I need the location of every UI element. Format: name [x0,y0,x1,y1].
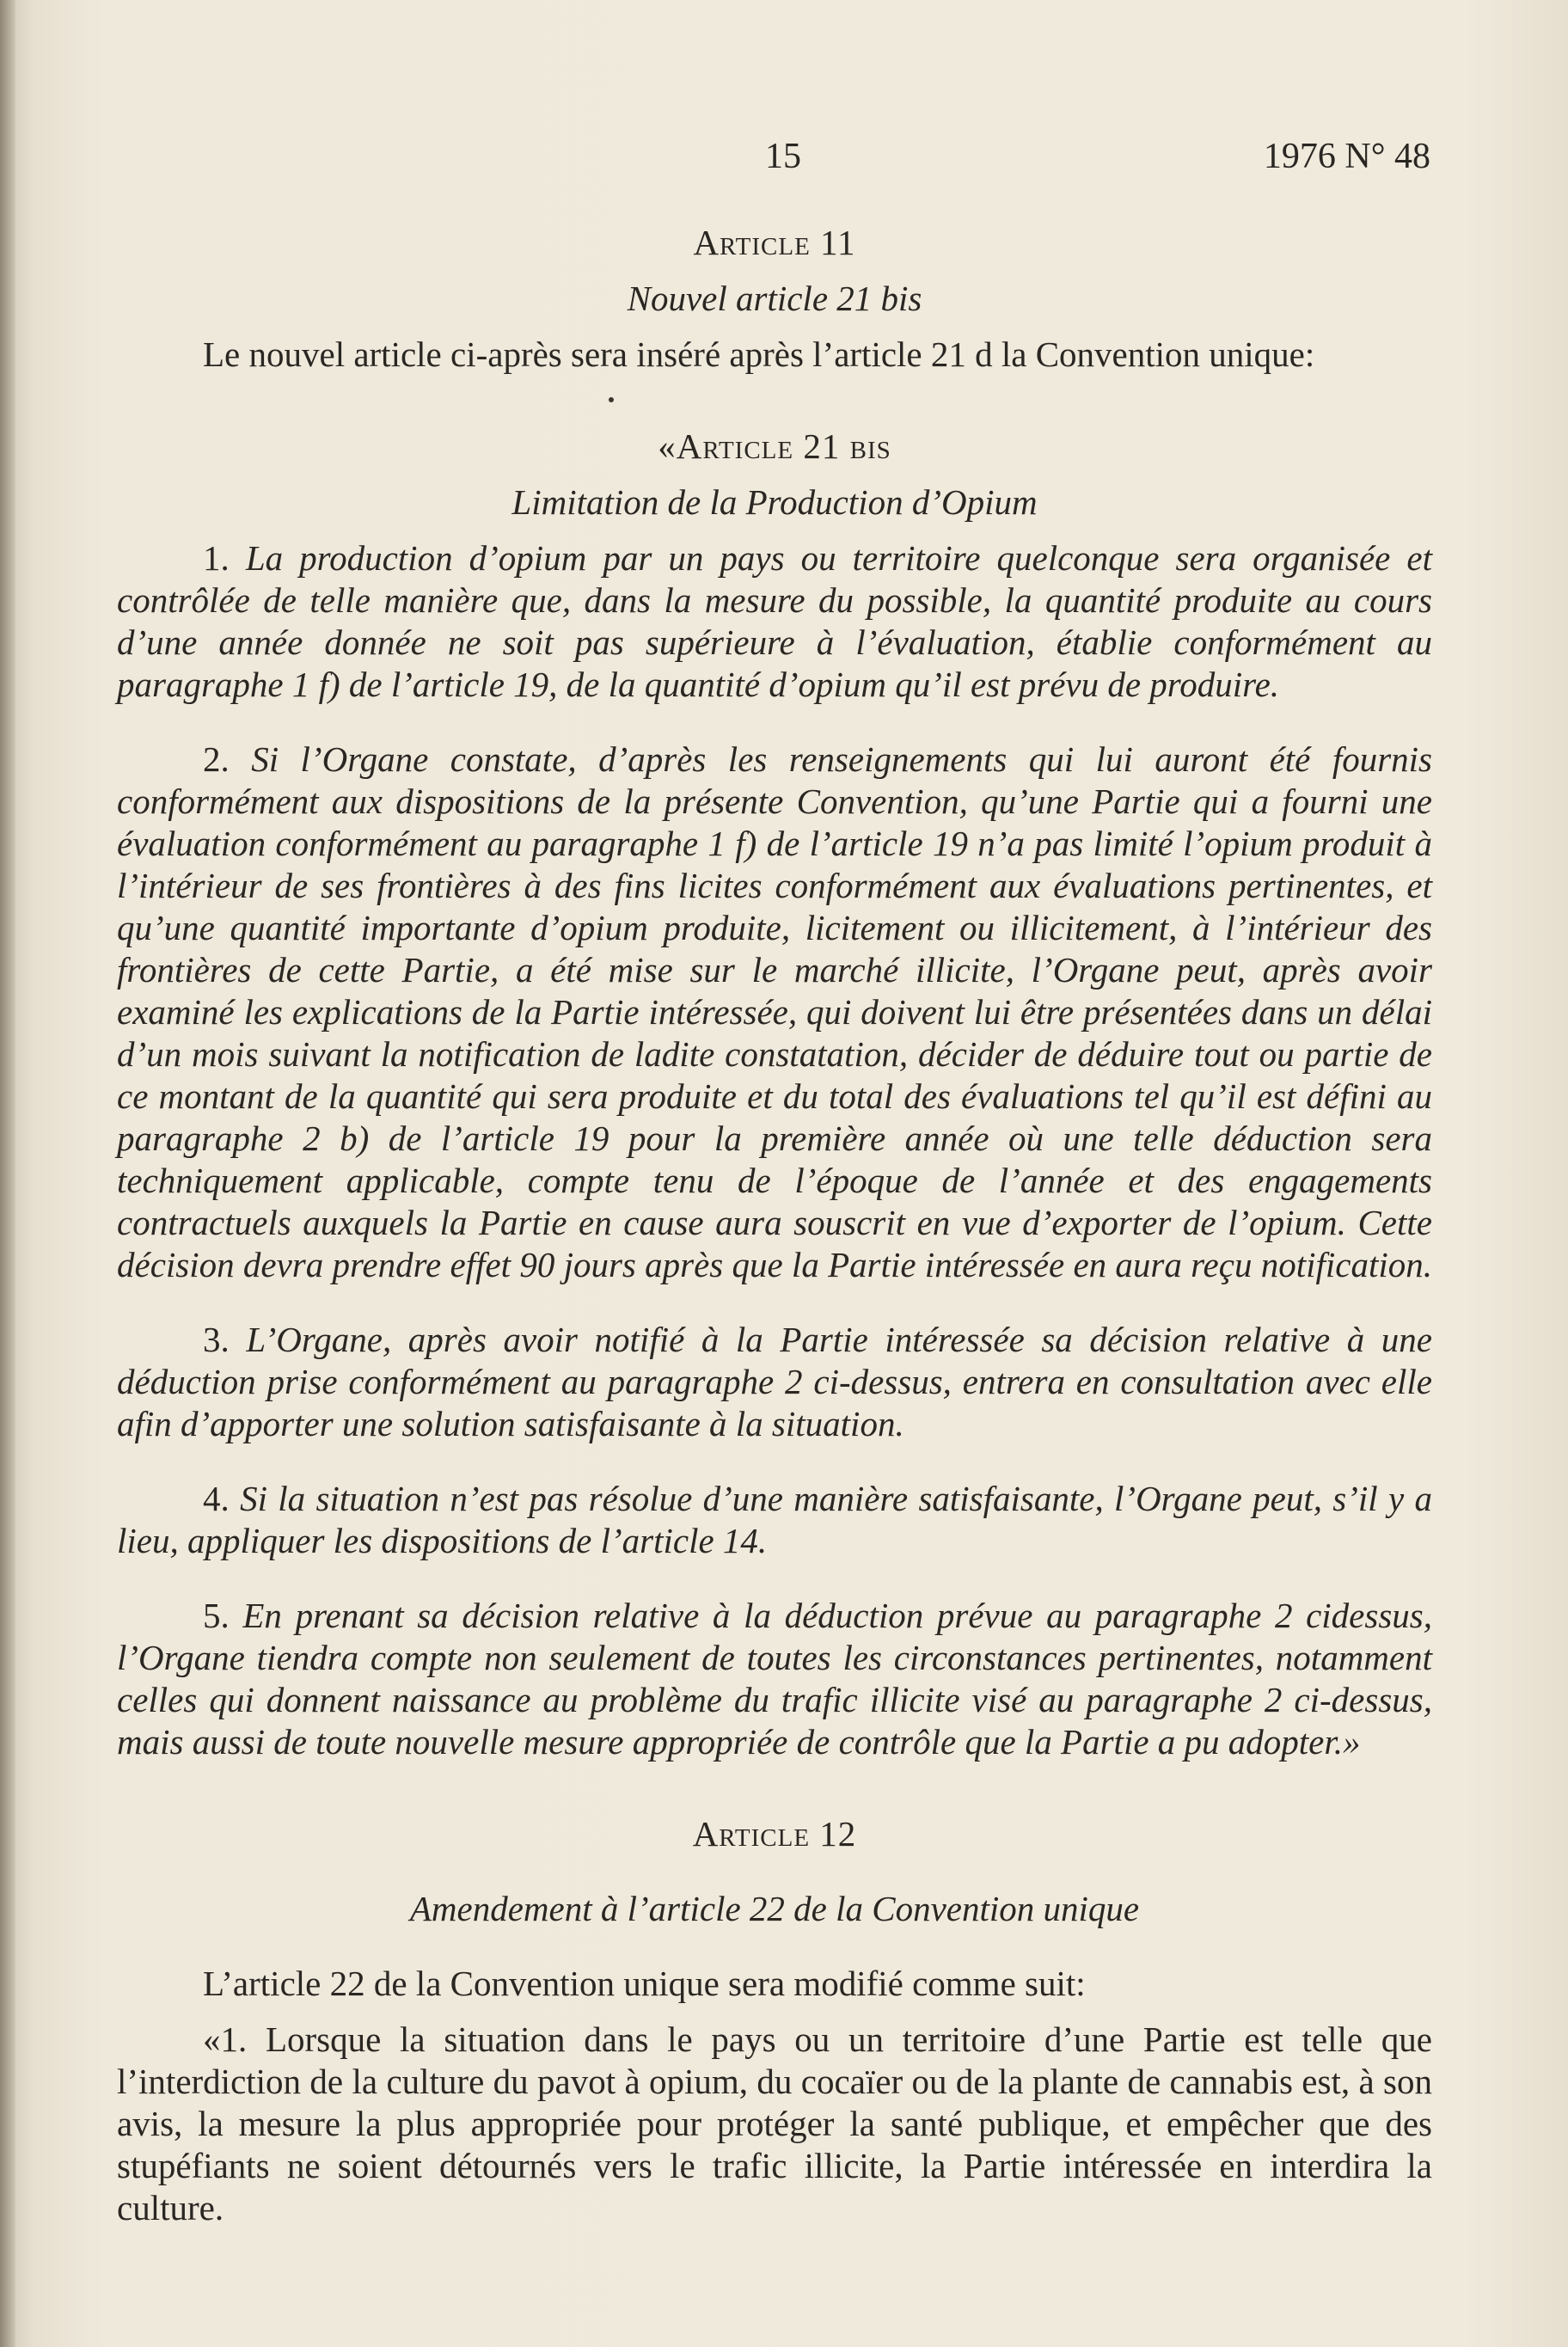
article-12-intro: L’article 22 de la Convention unique sera modifié comme suit: [203,1964,1086,2003]
paragraph-5-text: En prenant sa décision relative à la déduction prévue au paragraphe 2 cidessus, l’Organe tiendra compte non seulement de toutes les circonstances pertinentes, notamment celles qui donnent naissance au problème du trafic illicite visé au paragraphe 2 ci-dessus, mais aussi de toute nouvelle mesure appropriée de contrôle que la Partie a pu adopter.» [117,1596,1432,1762]
page-header [0,136,1568,187]
article-12-heading: Article 12 [692,1814,857,1854]
article-11-intro: Le nouvel article ci-après sera inséré après l’article 21 d la Convention unique: [203,334,1315,374]
paragraph-4 [117,1478,1432,1562]
article-21-bis-heading: «Article 21 bis [658,426,891,466]
article-11-subtitle: Nouvel article 21 bis [627,279,922,318]
paragraph-4-number: 4. [203,1479,230,1518]
paragraph-1-number: 1. [203,538,230,578]
paragraph-2 [117,738,1432,1286]
page-binding-edge [0,0,15,2347]
article-12-paragraph-1: «1. Lorsque la situation dans le pays ou un territoire d’une Partie est telle que l’interdiction de la culture du pavot à opium, du cocaïer ou de la plante de cannabis est, à son avis, la mesure la plus appropriée pour protéger la santé publique, et empêcher que des stupéfiants ne soient détournés vers le trafic illicite, la Partie intéressée en interdira la culture. [117,2019,1432,2228]
page-body [117,222,1432,2229]
paragraph-4-text: Si la situation n’est pas résolue d’une manière satisfaisante, l’Organe peut, s’il y a lieu, appliquer les dispositions de l’article 14. [117,1479,1433,1560]
paragraph-2-text: Si l’Organe constate, d’après les renseignements qui lui auront été fournis conformément aux dispositions de la présente Convention, qu’une Partie qui a fourni une évaluation conformément au paragraphe 1 f) de l’article 19 n’a pas limité l’opium produit à l’intérieur de ses frontières à des fins licites conformément aux évaluations pertinentes, et qu’une quantité importante d’opium produite, licitement ou illicitement, à l’intérieur des frontières de cette Partie, a été mise sur le marché illicite, l’Organe peut, après avoir examiné les explications de la Partie intéressée, qui doivent lui être présentées dans un délai d’un mois suivant la notification de ladite constatation, décider de déduire tout ou partie de ce montant de la quantité qui sera produite et du total des évaluations tel qu’il est défini au paragraphe 2 b) de l’article 19 pour la première année où une telle déduction sera techniquement applicable, compte tenu de l’époque de l’année et des engagements contractuels auxquels la Partie en cause aura souscrit en vue d’exporter de l’opium. Cette décision devra prendre effet 90 jours après que la Partie intéressée en aura reçu notification. [117,739,1433,1284]
paragraph-1-text: La production d’opium par un pays ou territoire quelconque sera organisée et contrôlée de telle manière que, dans la mesure du possible, la quantité produite au cours d’une année donnée ne soit pas supérieure à l’évaluation, établie conformément au paragraphe 1 f) de l’article 19, de la quantité d’opium qu’il est prévu de produire. [117,538,1432,704]
paragraph-1 [117,537,1432,706]
page-number: 15 [765,137,801,176]
paragraph-5-number: 5. [203,1596,230,1635]
article-12-subtitle: Amendement à l’article 22 de la Convention unique [409,1889,1140,1928]
paragraph-3-text: L’Organe, après avoir notifié à la Partie intéressée sa décision relative à une déduction prise conformément au paragraphe 2 ci-dessus, entrera en consultation avec elle afin d’apporter une solution satisfaisante à la situation. [117,1320,1433,1443]
paragraph-3-number: 3. [203,1320,230,1359]
document-reference: 1976 N° 48 [1263,137,1430,176]
paragraph-2-number: 2. [203,739,230,779]
article-21-bis-subtitle: Limitation de la Production d’Opium [511,482,1038,522]
article-11-heading: Article 11 [693,223,856,262]
paragraph-3 [117,1319,1432,1445]
paragraph-5 [117,1595,1432,1763]
